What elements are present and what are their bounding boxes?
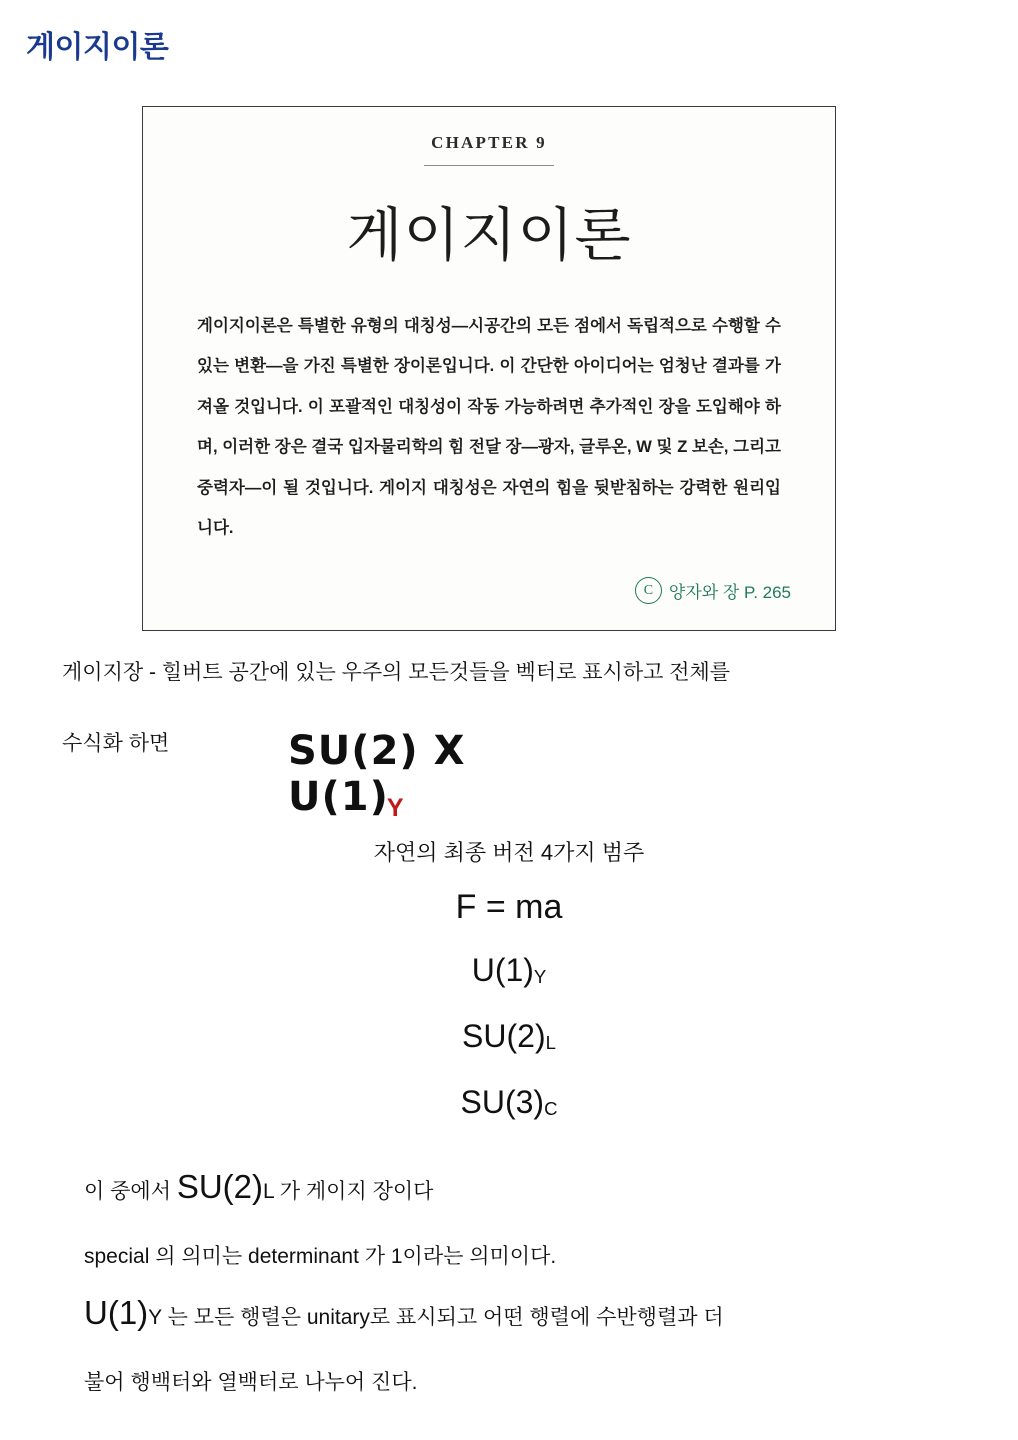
note-line-5-formula: U(1) [84, 1294, 149, 1331]
handwritten-formula-subscript: Y [386, 794, 404, 822]
group-item-2-sub: L [545, 1032, 556, 1054]
note-line-3-subscript: L [263, 1180, 274, 1203]
chapter-label: CHAPTER 9 [431, 133, 547, 152]
note-line-5 [84, 1294, 724, 1332]
group-item-3 [0, 1084, 1018, 1121]
handwritten-formula-text: SU(2) X U(1) [288, 728, 466, 820]
quote-attribution-text: 양자와 장 P. 265 [668, 583, 791, 602]
page-title: 게이지이론 [26, 31, 169, 64]
group-item-1 [0, 952, 1018, 989]
note-line-3 [84, 1168, 433, 1206]
handwritten-formula [288, 728, 588, 822]
note-line-4: special 의 의미는 determinant 가 1이라는 의미이다. [84, 1245, 557, 1268]
note-line-2: 수식화 하면 [62, 732, 170, 755]
quote-attribution [635, 577, 791, 604]
chapter-divider [424, 165, 554, 166]
group-item-0 [0, 888, 1018, 927]
note-line-5-post: 는 모든 행렬은 unitary로 표시되고 어떤 행렬에 수반행렬과 더 [161, 1306, 724, 1329]
categories-heading: 자연의 최종 버전 4가지 범주 [373, 840, 645, 865]
group-item-3-sub: C [544, 1098, 558, 1120]
chapter-title: 게이지이론 [346, 203, 632, 268]
group-item-2 [0, 1018, 1018, 1055]
note-line-5-subscript: Y [148, 1306, 162, 1329]
group-item-3-main: SU(3) [460, 1084, 545, 1120]
group-item-1-sub: Y [533, 966, 547, 988]
group-item-2-main: SU(2) [462, 1018, 546, 1054]
group-item-0-main: F = ma [455, 888, 563, 926]
quote-body-text: 게이지이론은 특별한 유형의 대칭성—시공간의 모든 점에서 독립적으로 수행할 수 있는 변환—을 가진 특별한 장이론입니다. 이 간단한 아이디어는 엄청난 결과를 가져올 것입니다. 이 포괄적인 대칭성이 작동 가능하려면 추가적인 장을 도입해야 하며, 이러한 장은 결국 입자물리학의 힘 전달 장—광자, 글루온, W 및 Z 보손, 그리고 중력자—이 될 것입니다. 게이지 대칭성은 자연의 힘을 뒷받침하는 강력한 원리입니다. [197, 317, 781, 538]
note-line-6: 불어 행백터와 열백터로 나누어 진다. [84, 1371, 418, 1394]
copyright-icon: C [635, 577, 662, 604]
note-line-3-formula: SU(2) [176, 1168, 264, 1205]
note-line-3-post: 가 게이지 장이다 [273, 1180, 434, 1203]
quote-card [142, 106, 836, 631]
group-item-1-main: U(1) [471, 952, 534, 988]
note-line-1: 게이지장 - 힐버트 공간에 있는 우주의 모든것들을 벡터로 표시하고 전체를 [62, 661, 731, 684]
note-line-3-pre: 이 중에서 [84, 1180, 171, 1203]
